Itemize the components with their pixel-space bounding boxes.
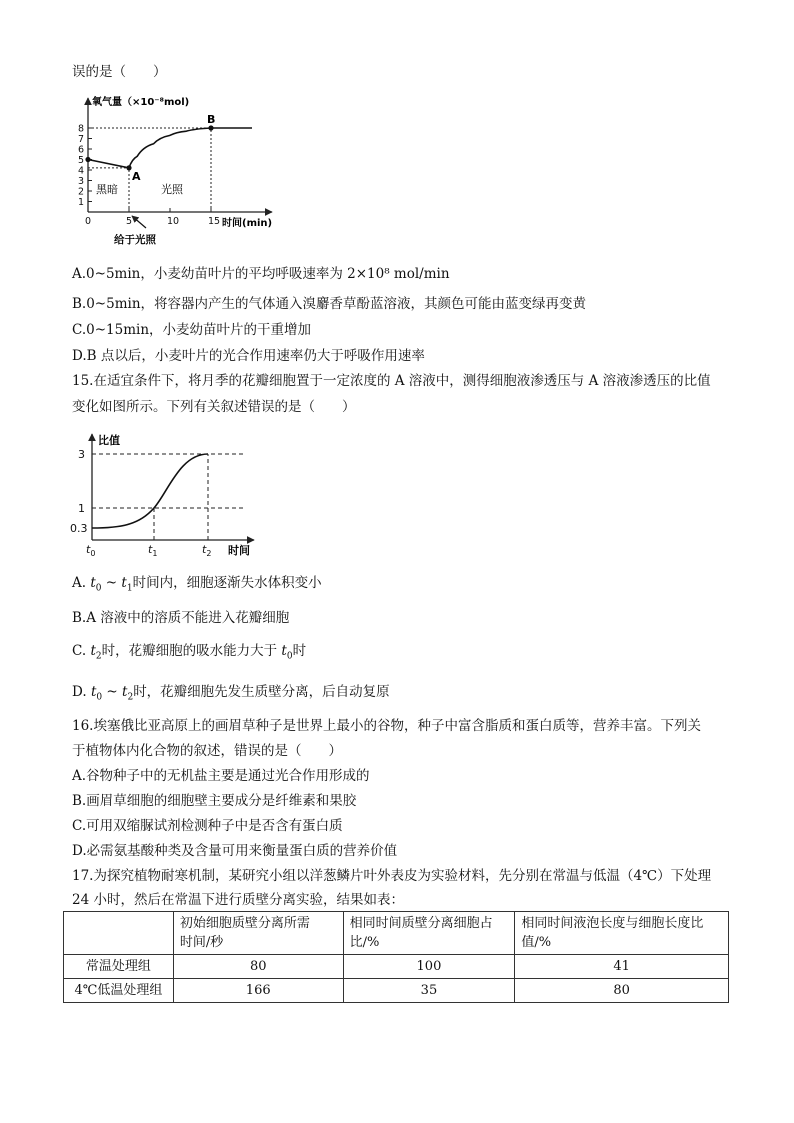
table-cell: 100 <box>343 955 515 979</box>
y-tick-label: 3 <box>78 448 85 461</box>
q16-stem-line2: 于植物体内化合物的叙述，错误的是（ ） <box>72 743 342 759</box>
table-header-cell: 相同时间液泡长度与细胞长度比 值/% <box>515 912 729 955</box>
q15-option-a: A. $t_0$ ~ $t_1$时间内，细胞逐渐失水体积变小 <box>72 575 322 594</box>
q14-option-a: A.0~5min，小麦幼苗叶片的平均呼吸速率为 2×10⁸ mol/min <box>72 266 450 282</box>
y-tick-label: 4 <box>78 165 85 177</box>
point-a-label: A <box>132 169 141 183</box>
y-tick-label: 1 <box>78 502 85 515</box>
table-header-cell: 初始细胞质壁分离所需 时间/秒 <box>173 912 343 955</box>
q16-option-c: C.可用双缩脲试剂检测种子中是否含有蛋白质 <box>72 818 343 834</box>
q17-stem-line2: 24 小时，然后在常温下进行质壁分离实验，结果如表： <box>72 892 404 908</box>
ratio-curve <box>92 454 208 528</box>
x-tick-label: $t_1$ <box>148 543 158 558</box>
table-row <box>64 979 729 1003</box>
table-corner-cell <box>64 912 174 955</box>
table-cell: 166 <box>173 979 343 1003</box>
table-header-cell: 相同时间质壁分离细胞占 比/% <box>343 912 515 955</box>
table-cell: 80 <box>173 955 343 979</box>
x-tick-label: $t_0$ <box>86 543 96 558</box>
q16-option-d: D.必需氨基酸种类及含量可用来衡量蛋白质的营养价值 <box>72 843 398 859</box>
q15-option-d: D. $t_0$ ~ $t_2$时，花瓣细胞先发生质壁分离，后自动复原 <box>72 684 390 703</box>
y-tick-label: 8 <box>78 123 85 135</box>
x-tick-label: $t_2$ <box>202 543 212 558</box>
q15-option-c: C. $t_2$时，花瓣细胞的吸水能力大于 $t_0$时 <box>72 643 307 662</box>
y-tick-label: 6 <box>78 144 85 156</box>
y-tick-label: 3 <box>78 176 85 187</box>
row-label: 常温处理组 <box>64 955 174 979</box>
y-tick-label: 2 <box>78 186 85 198</box>
ratio-graph <box>68 428 278 558</box>
table-cell: 80 <box>515 979 729 1003</box>
point-b <box>208 125 213 130</box>
table-row <box>64 955 729 979</box>
region-light-label: 光照 <box>161 183 183 196</box>
light-annotation: 给于光照 <box>114 234 156 246</box>
x-tick-label: 0 <box>85 216 92 227</box>
y-tick-label: 1 <box>78 197 85 208</box>
y-tick-label: 7 <box>78 134 85 145</box>
x-axis-label: 时间 <box>228 544 250 557</box>
y-tick-label: 5 <box>78 155 85 166</box>
q16-stem-line1: 16.埃塞俄比亚高原上的画眉草种子是世界上最小的谷物，种子中富含脂质和蛋白质等，营养丰富。下列关 <box>72 718 701 734</box>
x-tick-label: 15 <box>208 216 221 227</box>
region-dark-label: 黑暗 <box>96 183 118 196</box>
start-point <box>85 157 90 162</box>
x-axis-label: 时间(min) <box>222 218 273 229</box>
q15-stem-line1: 15.在适宜条件下，将月季的花瓣细胞置于一定浓度的 A 溶液中，测得细胞液渗透压与 A 溶液渗透压的比值 <box>72 373 711 389</box>
table-cell: 35 <box>343 979 515 1003</box>
q14-option-b: B.0~5min，将容器内产生的气体通入溴麝香草酚蓝溶液，其颜色可能由蓝变绿再变黄 <box>72 296 587 312</box>
light-arrow-icon <box>132 216 146 228</box>
q14-option-c: C.0~15min，小麦幼苗叶片的干重增加 <box>72 322 312 338</box>
point-a <box>126 165 131 170</box>
row-label: 4℃低温处理组 <box>64 979 174 1003</box>
oxygen-curve <box>88 128 252 168</box>
q15-stem-line2: 变化如图所示。下列有关叙述错误的是（ ） <box>72 399 356 415</box>
q14-option-d: D.B 点以后，小麦叶片的光合作用速率仍大于呼吸作用速率 <box>72 348 425 364</box>
point-b-label: B <box>207 113 216 126</box>
table-cell: 41 <box>515 955 729 979</box>
y-axis-label: 氧气量（×10⁻⁸mol) <box>92 97 190 108</box>
x-tick-label: 5 <box>126 216 133 227</box>
q17-stem-line1: 17.为探究植物耐寒机制，某研究小组以洋葱鳞片叶外表皮为实验材料，先分别在常温与低温（4℃）下处理 <box>72 868 712 884</box>
table-header-row <box>64 912 729 955</box>
q15-option-b: B.A 溶液中的溶质不能进入花瓣细胞 <box>72 610 290 626</box>
q16-option-b: B.画眉草细胞的细胞壁主要成分是纤维素和果胶 <box>72 793 357 809</box>
y-tick-label: 0.3 <box>70 522 88 535</box>
oxygen-graph <box>58 92 288 252</box>
results-table <box>63 911 729 1003</box>
y-axis-label: 比值 <box>98 434 120 447</box>
x-tick-label: 10 <box>167 216 180 227</box>
intro-fragment: 误的是（ ） <box>72 64 167 80</box>
q16-option-a: A.谷物种子中的无机盐主要是通过光合作用形成的 <box>72 768 370 784</box>
